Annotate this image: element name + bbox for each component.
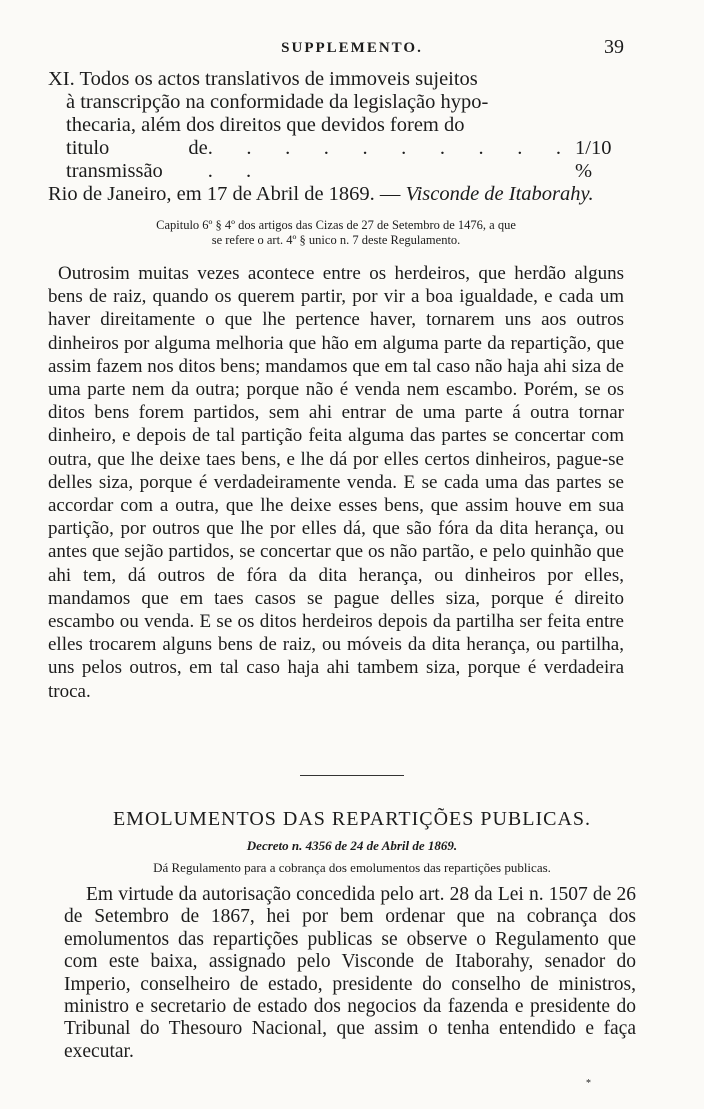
footer-mark: *	[586, 1078, 591, 1089]
note-line: se refere o art. 4º § unico n. 7 deste Regulamento.	[211, 233, 461, 247]
decree-heading: Decreto n. 4356 de 24 de Abril de 1869.	[246, 838, 458, 853]
item-xi-line: à transcripção na conformidade da legislação hypo-	[66, 91, 489, 113]
page-number: 39	[604, 36, 624, 58]
section-divider	[300, 775, 404, 776]
item-xi-line: XI. Todos os actos translativos de immoveis sujeitos	[48, 68, 478, 90]
item-xi-line: thecaria, além dos direitos que devidos forem do	[66, 114, 465, 136]
item-xi-rate-line	[48, 137, 624, 183]
running-title: SUPPLEMENTO.	[281, 40, 423, 56]
rate-value: 1/10 %	[575, 137, 612, 182]
place-date: Rio de Janeiro, em 17 de Abril de 1869. —	[48, 183, 401, 205]
item-xi	[48, 68, 624, 206]
place-date-line	[48, 183, 624, 206]
section-title: EMOLUMENTOS DAS REPARTIÇÕES PUBLICAS.	[112, 808, 592, 830]
note-line: Capitulo 6º § 4º dos artigos das Cizas de 27 de Setembro de 1476, a que	[156, 218, 516, 232]
decree-subtitle: Dá Regulamento para a cobrança dos emolumentos das repartições publicas.	[153, 860, 551, 875]
dot-leaders: . . . . . . . . . . . .	[207, 137, 576, 182]
signature: Visconde de Itaborahy.	[405, 183, 594, 205]
body-paragraph: Outrosim muitas vezes acontece entre os herdeiros, que herdão alguns bens de raiz, quando os querem partir, por vir a boa igualdade, e cada um haver direitamente o que lhe pertence haver, tornarem uns aos outros dinheiros por alguma melhoria que hão em alguma parte da repartição, que assim fazem nos ditos bens; mandamos que em tal caso não haja ahi siza de uma parte nem da outra; porque não é venda nem escambo. Porém, se os ditos bens forem partidos, sem ahi entrar de uma parte á outra tornar dinheiro, e depois de tal partição feita alguma das partes se concertar com outra, que lhe deixe taes bens, e lhe dá por elles certos dinheiros, pague-se delles siza, porque é verdadeiramente venda. E se cada uma das partes se accordar com a outra, que lhe deixe esses bens, que assim houve em sua partição, por outros que lhe por elles dá, que são fóra da dita herança, ou antes que sejão partidos, se concertar que os não partão, e pelo quinhão que ahi tem, dá outros de fóra da dita herança, ou dinheiros por elles, mandamos que em taes casos se pague delles siza, porque é direito escambo ou venda. E se os ditos herdeiros depois da partilha ser feita entre elles trocarem alguns bens de raiz, ou móveis da dita herança, ou partilha, uns pelos outros, em tal caso haja ahi tambem siza, porque é verdadeira troca.	[48, 263, 624, 702]
decree-paragraph: Em virtude da autorisação concedida pelo art. 28 da Lei n. 1507 de 26 de Setembro de 1867, hei por bem ordenar que na cobrança dos emolumentos das repartições publicas se observe o Regulamento que com este baixa, assignado pelo Visconde de Itaborahy, senador do Imperio, conselheiro de estado, presidente do conselho de ministros, ministro e secretario de estado dos negocios da fazenda e presidente do Tribunal do Thesouro Nacional, que assim o tenha entendido e faça executar.	[64, 884, 636, 1062]
chapter-note	[48, 218, 624, 248]
item-xi-title-text: titulo de transmissão	[66, 137, 208, 182]
